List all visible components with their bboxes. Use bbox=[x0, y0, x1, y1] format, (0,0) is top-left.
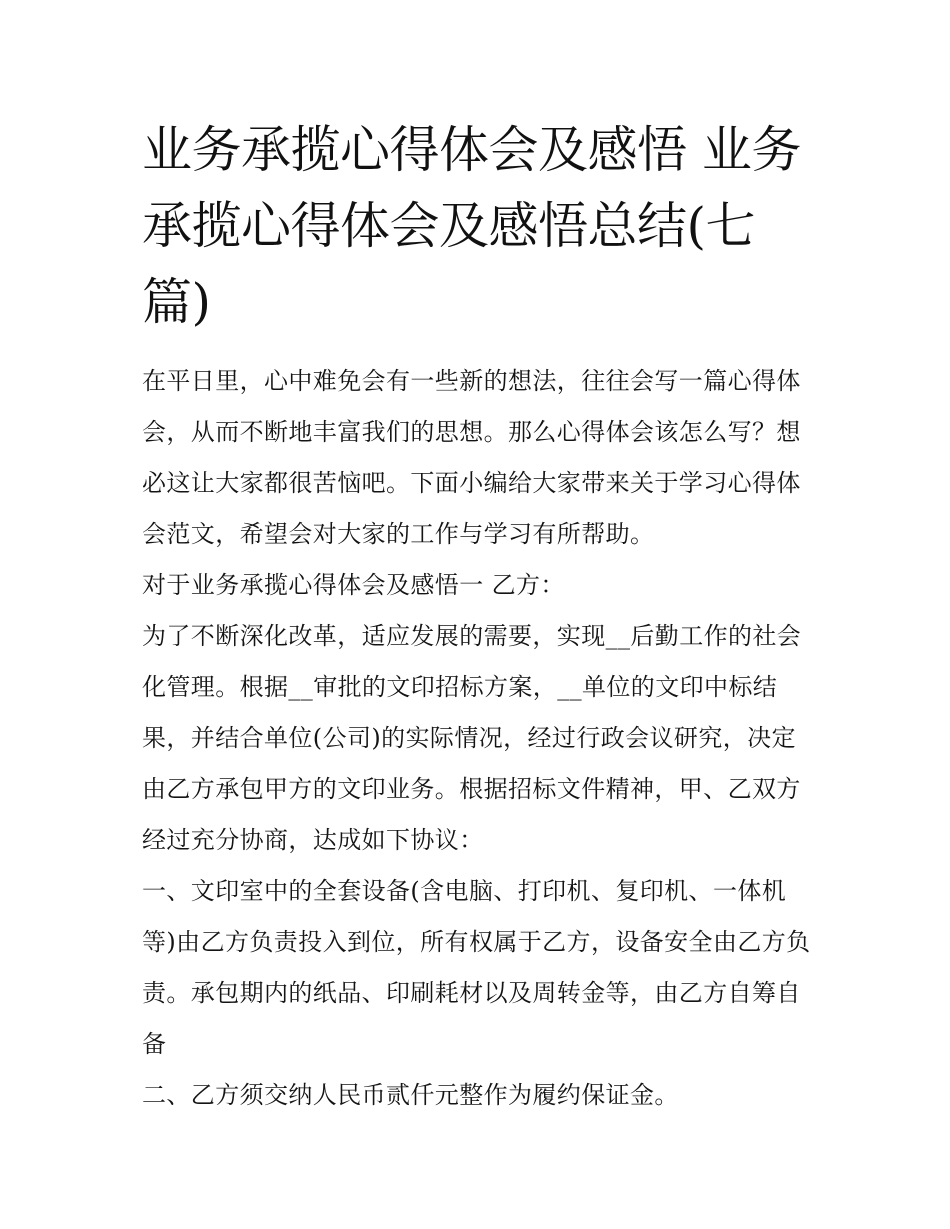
intro-paragraph: 在平日里，心中难免会有一些新的想法，往往会写一篇心得体会，从而不断地丰富我们的思想。那么心得体会该怎么写？想必这让大家都很苦恼吧。下面小编给大家带来关于学习心得体会范文，希望会对大家的工作与学习有所帮助。 bbox=[142, 367, 801, 548]
agreement-paragraph: 为了不断深化改革，适应发展的需要，实现__后勤工作的社会化管理。根据__审批的文印招标方案，__单位的文印中标结果，并结合单位(公司)的实际情况，经过行政会议研究，决定由乙方承包甲方的文印业务。根据招标文件精神，甲、乙双方经过充分协商，达成如下协议： bbox=[142, 622, 802, 854]
clause-one-paragraph: 一、文印室中的全套设备(含电脑、打印机、复印机、一体机等)由乙方负责投入到位，所有权属于乙方，设备安全由乙方负责。承包期内的纸品、印刷耗材以及周转金等，由乙方自筹自备 bbox=[142, 877, 811, 1058]
document-content bbox=[142, 112, 814, 1121]
clause-two-paragraph: 二、乙方须交纳人民币贰仟元整作为履约保证金。 bbox=[142, 1081, 679, 1109]
document-body bbox=[142, 356, 814, 1121]
document-title: 业务承揽心得体会及感悟 业务承揽心得体会及感悟总结(七篇) bbox=[142, 121, 801, 331]
section-heading: 对于业务承揽心得体会及感悟一 乙方： bbox=[142, 571, 565, 599]
